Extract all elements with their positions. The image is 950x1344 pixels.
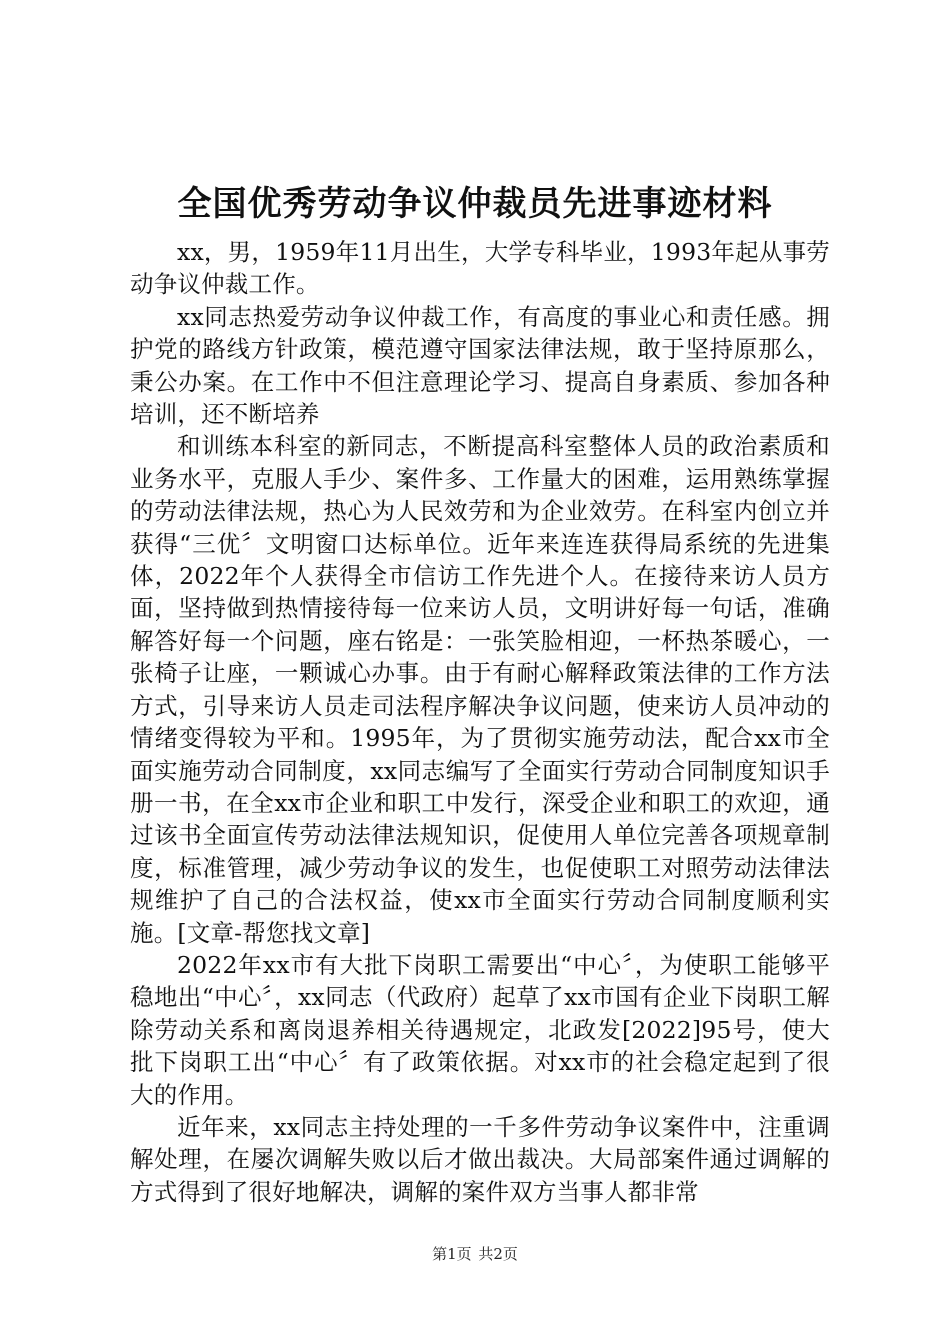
paragraph-5: 近年来，xx同志主持处理的一千多件劳动争议案件中，注重调解处理，在屡次调解失败以后才做出裁决。大局部案件通过调解的方式得到了很好地解决，调解的案件双方当事人都非常 xyxy=(130,1112,830,1206)
paragraph-1: xx，男，1959年11月出生，大学专科毕业，1993年起从事劳动争议仲裁工作。 xyxy=(130,238,830,299)
paragraph-4: 2022年xx市有大批下岗职工需要出“中心〞，为使职工能够平稳地出“中心〞，xx同志（代政府）起草了xx市国有企业下岗职工解除劳动关系和离岗退养相关待遇规定，北政发[2022]95号，使大批下岗职工出“中心〞有了政策依据。对xx市的社会稳定起到了很大的作用。 xyxy=(130,950,830,1109)
paragraph-3: 和训练本科室的新同志，不断提高科室整体人员的政治素质和业务水平，克服人手少、案件多、工作量大的困难，运用熟练掌握的劳动法律法规，热心为人民效劳和为企业效劳。在科室内创立并获得“三优〞文明窗口达标单位。近年来连连获得局系统的先进集体，2022年个人获得全市信访工作先进个人。在接待来访人员方面，坚持做到热情接待每一位来访人员，文明讲好每一句话，准确解答好每一个问题，座右铭是：一张笑脸相迎，一杯热茶暖心，一张椅子让座，一颗诚心办事。由于有耐心解释政策法律的工作方法方式，引导来访人员走司法程序解决争议问题，使来访人员冲动的情绪变得较为平和。1995年，为了贯彻实施劳动法，配合xx市全面实施劳动合同制度，xx同志编写了全面实行劳动合同制度知识手册一书，在全xx市企业和职工中发行，深受企业和职工的欢迎，通过该书全面宣传劳动法律法规知识，促使用人单位完善各项规章制度，标准管理，减少劳动争议的发生，也促使职工对照劳动法律法规维护了自己的合法权益，使xx市全面实行劳动合同制度顺利实施。[文章-帮您找文章] xyxy=(130,432,830,947)
page-total: 共2页 xyxy=(478,1245,518,1263)
document-title: 全国优秀劳动争议仲裁员先进事迹材料 xyxy=(177,184,773,224)
document-body xyxy=(130,236,830,1208)
paragraph-2: xx同志热爱劳动争议仲裁工作，有高度的事业心和责任感。拥护党的路线方针政策，模范遵守国家法律法规，敢于坚持原那么，秉公办案。在工作中不但注意理论学习、提高自身素质、参加各种培训，还不断培养 xyxy=(130,302,830,429)
page-number: 第1页 xyxy=(432,1245,472,1263)
page-footer xyxy=(0,1244,950,1264)
